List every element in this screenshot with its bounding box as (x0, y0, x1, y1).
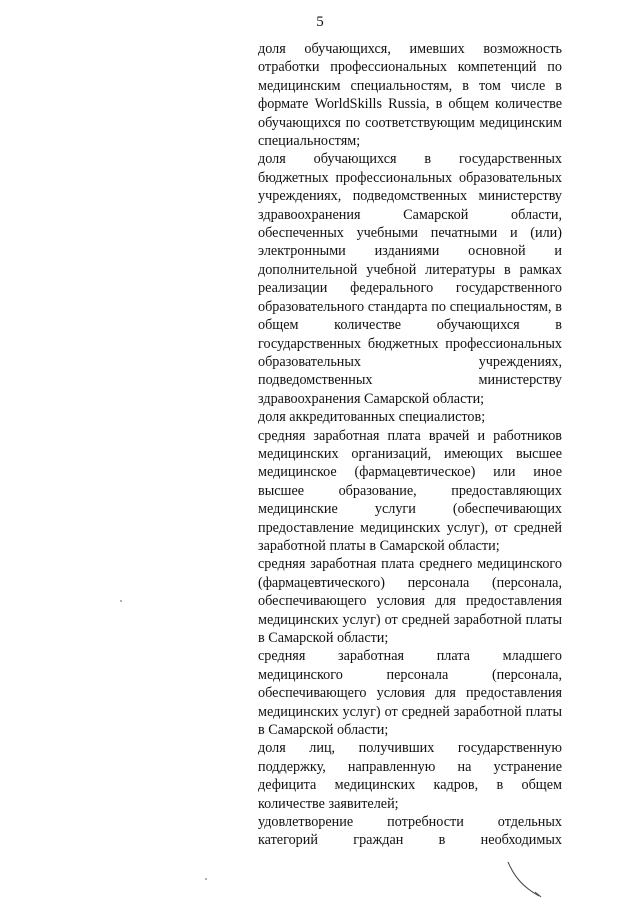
scan-speck (205, 878, 207, 880)
page-number: 5 (316, 14, 324, 30)
pen-mark-icon (505, 860, 545, 900)
scan-speck (120, 600, 122, 602)
paragraph-4: средняя заработная плата врачей и работников медицинских организаций, имеющих высшее медицинское (фармацевтическое) или иное высшее образование, предоставляющих медицинские услуги (обеспечивающих предоставление медицинских услуг), от средней заработной платы в Самарской области; (258, 427, 562, 554)
document-body (258, 40, 562, 850)
paragraph-8: удовлетворение потребности отдельных категорий граждан в необходимых (258, 814, 562, 849)
paragraph-6: средняя заработная плата младшего медицинского персонала (персонала, обеспечивающего условия для предоставления медицинских услуг) от средней заработной платы в Самарской области; (258, 648, 562, 739)
paragraph-1: доля обучающихся, имевших возможность отработки профессиональных компетенций по медицинским специальностям, в том числе в формате WorldSkills Russia, в общем количестве обучающихся по соответствующим медицинским специальностям; (258, 41, 562, 150)
paragraph-7: доля лиц, получивших государственную поддержку, направленную на устранение дефицита медицинских кадров, в общем количестве заявителей; (258, 740, 562, 812)
paragraph-5: средняя заработная плата среднего медицинского (фармацевтического) персонала (персонала, обеспечивающего условия для предоставления медицинских услуг) от средней заработной платы в Самарской области; (258, 556, 562, 646)
paragraph-2: доля обучающихся в государственных бюджетных профессиональных образовательных учреждениях, подведомственных министерству здравоохранения Самарской области, обеспеченных учебными печатными и (или) электронными изданиями основной и дополнительной учебной литературы в рамках реализации федерального государственного образовательного стандарта по специальностям, в общем количестве обучающихся в государственных бюджетных профессиональных образовательных учреждениях, подведомственных министерству здравоохранения Самарской области; (258, 151, 562, 407)
paragraph-3: доля аккредитованных специалистов; (258, 409, 486, 426)
